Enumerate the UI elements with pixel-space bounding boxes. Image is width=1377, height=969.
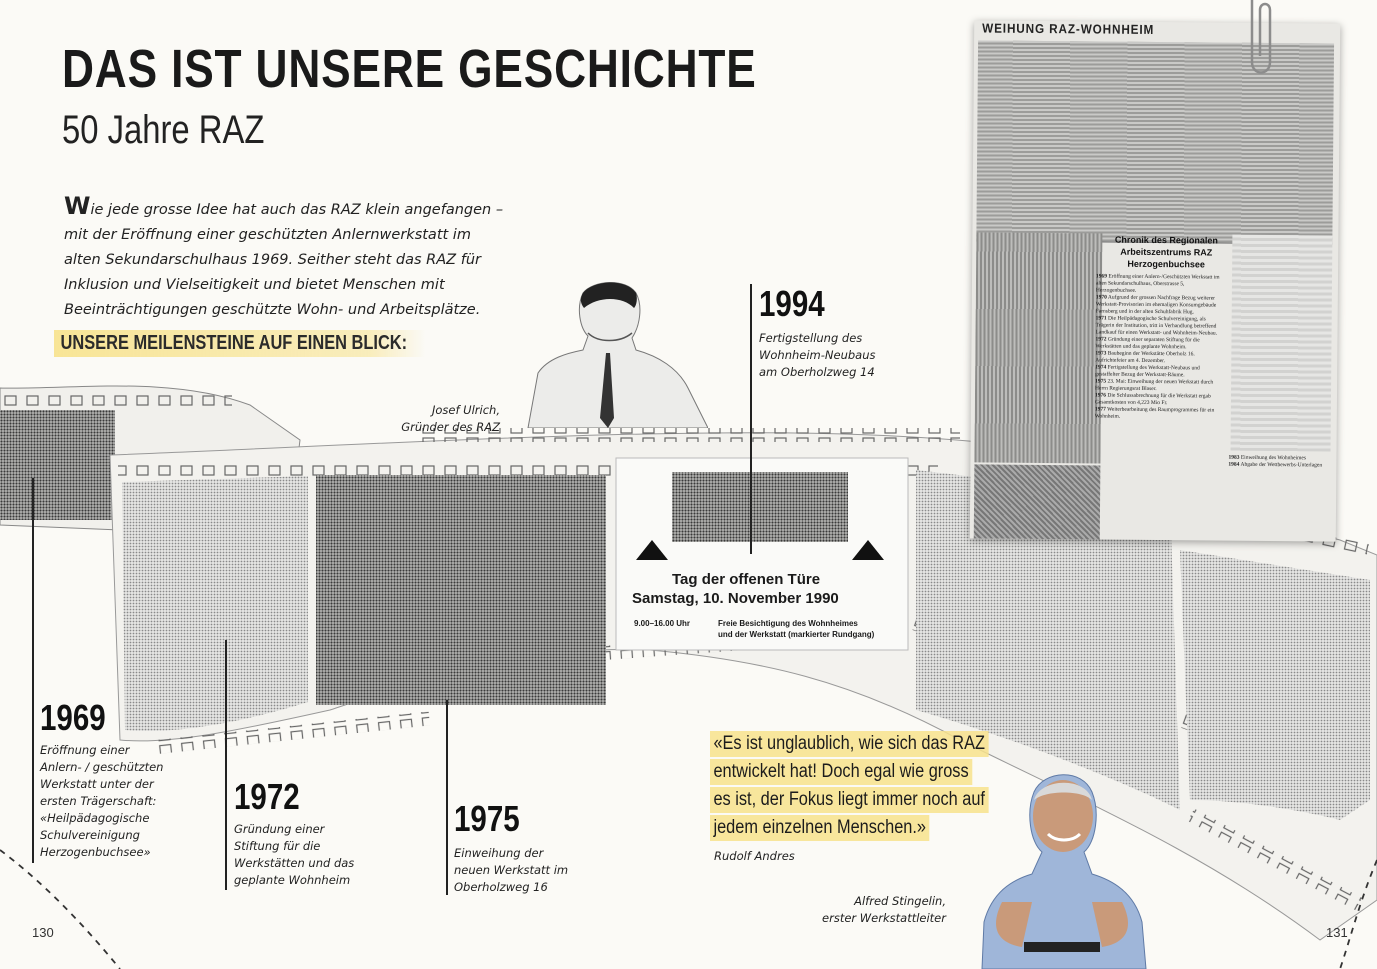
intro-drop-cap: W <box>64 192 91 220</box>
chronicle-text: Gründung einer separaten Stiftung für die Werkstätten und das geplante Wohnheim. <box>1095 336 1200 351</box>
milestones-heading: UNSERE MEILENSTEINE AUF EINEN BLICK: <box>54 330 425 357</box>
chronicle-year: 1970 <box>1095 294 1107 301</box>
chronicle-year: 1974 <box>1095 364 1107 371</box>
chronicle-entry <box>1095 392 1225 407</box>
chronicle-year: 1983 <box>1228 454 1240 461</box>
chronicle-entry <box>1096 273 1226 295</box>
film-frame-canteen <box>122 476 308 731</box>
chronicle-entry <box>1095 378 1225 393</box>
newspaper-photo-bottom <box>974 464 1101 539</box>
poster-desc2: und der Werkstatt (markierter Rundgang) <box>718 630 875 639</box>
newspaper-headline: WEIHUNG RAZ-WOHNHEIM <box>982 20 1155 37</box>
intro-paragraph <box>64 194 504 323</box>
chronicle-year: 1972 <box>1095 336 1107 343</box>
founder-photo <box>508 278 708 428</box>
founder-name: Josef Ulrich, <box>431 403 500 417</box>
chronicle-entry <box>1095 336 1225 351</box>
newspaper-photo-portrait <box>974 232 1102 463</box>
chronicle-text: Fertigstellung des Werkstatt-Neubaus und gestaffelter Bezug der Werkstatt-Räume. <box>1095 364 1200 379</box>
timeline-text-1994: Fertigstellung des Wohnheim-Neubaus am Oberholzweg 14 <box>759 331 876 379</box>
chronicle-text: Abgabe der Wettbewerbs-Unterlagen <box>1240 461 1323 469</box>
chronicle-year: 1973 <box>1095 350 1107 357</box>
chronicle-title-line1: Chronik des Regionalen <box>1114 234 1218 246</box>
quote-block <box>710 730 988 842</box>
timeline-text-1969: Eröffnung einer Anlern- / geschützten Werkstatt unter der ersten Trägerschaft: «Heilpädagogische Schulvereinigung Herzogenbuchsee» <box>40 743 164 859</box>
poster-hours: 9.00–16.00 Uhr <box>634 619 691 628</box>
chronicle-text: Eröffnung einer Anlern-/Geschützten Werkstatt im alten Sekundarschulhaus, Oberstrasse 5, Herzogenbuchsee. <box>1095 273 1220 294</box>
quote-line: entwickelt hat! Doch egal wie gross <box>710 759 972 785</box>
newspaper-photo-right <box>1231 235 1333 452</box>
page-title: DAS IST UNSERE GESCHICHTE <box>62 39 757 99</box>
founder-role: Gründer des RAZ <box>401 420 500 434</box>
chronicle-title <box>1106 234 1226 271</box>
intro-text: ie jede grosse Idee hat auch das RAZ klein angefangen – mit der Eröffnung einer geschützten Anlernwerkstatt im alten Sekundarschulhaus 1969. Seither steht das RAZ für Inklusion und Vielseitigkeit und bietet Menschen mit Beeinträchtigungen geschützte Wohn- und Arbeitsplätze. <box>64 202 504 318</box>
chronicle-text: 23. Mai: Einweihung der neuen Werkstatt durch Herrn Regierungsrat Blaser. <box>1095 378 1214 393</box>
decorative-dashes <box>0 840 1377 969</box>
timeline-line-1969 <box>32 478 34 863</box>
timeline-line-1994 <box>750 284 752 554</box>
newspaper-photo-top <box>976 40 1334 244</box>
chronicle-year: 1984 <box>1228 461 1240 468</box>
timeline-year-1994: 1994 <box>759 283 825 324</box>
newspaper-clipping <box>970 20 1341 541</box>
chronicle-text: Die Schlussabrechnung für die Werkstatt ergab Gesamtkosten von 4,223 Mio Fr. <box>1094 392 1211 407</box>
chronicle-year: 1976 <box>1094 392 1107 399</box>
leader-name: Alfred Stingelin, <box>854 894 946 908</box>
chronicle-text: Weiterbearbeitung des Raumprogrammes für ein Wohnheim. <box>1094 406 1215 420</box>
timeline-text-1975: Einweihung der neuen Werkstatt im Oberholzweg 16 <box>454 846 569 894</box>
chronicle-title-line2: Arbeitszentrums RAZ <box>1120 246 1213 258</box>
chronicle-text: Die Heilpädagogische Schulvereinigung, als Trägerin der Institution, tritt in Verhandlung betreffend Landkauf für einen Werkstatt- und Wohnheim-Neubau. <box>1095 315 1217 337</box>
chronicle-title-line3: Herzogenbuchsee <box>1127 258 1205 270</box>
poster-line1: Tag der offenen Türe <box>672 571 821 588</box>
chronicle-text: Baubeginn der Werkstätte Oberholz 16. Aufrichtefeier am 4. Dezember. <box>1095 350 1195 365</box>
leader-role: erster Werkstattleiter <box>822 911 946 925</box>
page-subtitle: 50 Jahre RAZ <box>62 108 265 152</box>
quote-line: «Es ist unglaublich, wie sich das RAZ <box>710 731 988 757</box>
timeline-year-1975: 1975 <box>454 798 520 839</box>
quote-author: Rudolf Andres <box>714 849 795 863</box>
timeline-year-1969: 1969 <box>40 697 106 738</box>
timeline-year-1972: 1972 <box>234 776 300 817</box>
paperclip-icon <box>1244 0 1278 82</box>
quote-line: es ist, der Fokus liegt immer noch auf <box>710 787 988 813</box>
founder-caption <box>400 402 500 436</box>
film-frame-far-right <box>1180 550 1370 820</box>
poster-desc1: Freie Besichtigung des Wohnheimes <box>718 619 858 628</box>
quote-line: jedem einzelnen Menschen.» <box>710 815 929 841</box>
chronicle-entry <box>1228 462 1332 470</box>
chronicle-text: Aufgrund der grossen Nachfrage Bezug weiterer Werkstatt-Provisorien im ehemaligen Konsumgebäude Farnsberg und in der alten Schuhfabrik Hug. <box>1095 294 1217 316</box>
chronicle-entry <box>1095 364 1225 379</box>
chronicle-year: 1971 <box>1095 315 1107 322</box>
page-number-right: 131 <box>1326 925 1348 940</box>
chronicle-entry <box>1096 315 1226 337</box>
chronicle-right-column <box>1228 455 1332 470</box>
poster-line2: Samstag, 10. November 1990 <box>632 590 839 607</box>
chronicle-year: 1969 <box>1096 273 1108 280</box>
chronicle-entry <box>1096 294 1226 316</box>
chronicle-year: 1977 <box>1094 406 1106 413</box>
chronicle-text: Einweihung des Wohnheimes <box>1240 454 1307 462</box>
film-frame-left <box>0 410 115 520</box>
page-number-left: 130 <box>32 925 54 940</box>
chronicle-year: 1975 <box>1095 378 1107 385</box>
chronicle-entries <box>1095 273 1226 421</box>
chronicle-entry <box>1095 350 1225 365</box>
film-frame-worker <box>316 475 606 705</box>
timeline-text-1972: Gründung einer Stiftung für die Werkstätten und das geplante Wohnheim <box>234 822 355 887</box>
chronicle-entry <box>1095 406 1225 421</box>
